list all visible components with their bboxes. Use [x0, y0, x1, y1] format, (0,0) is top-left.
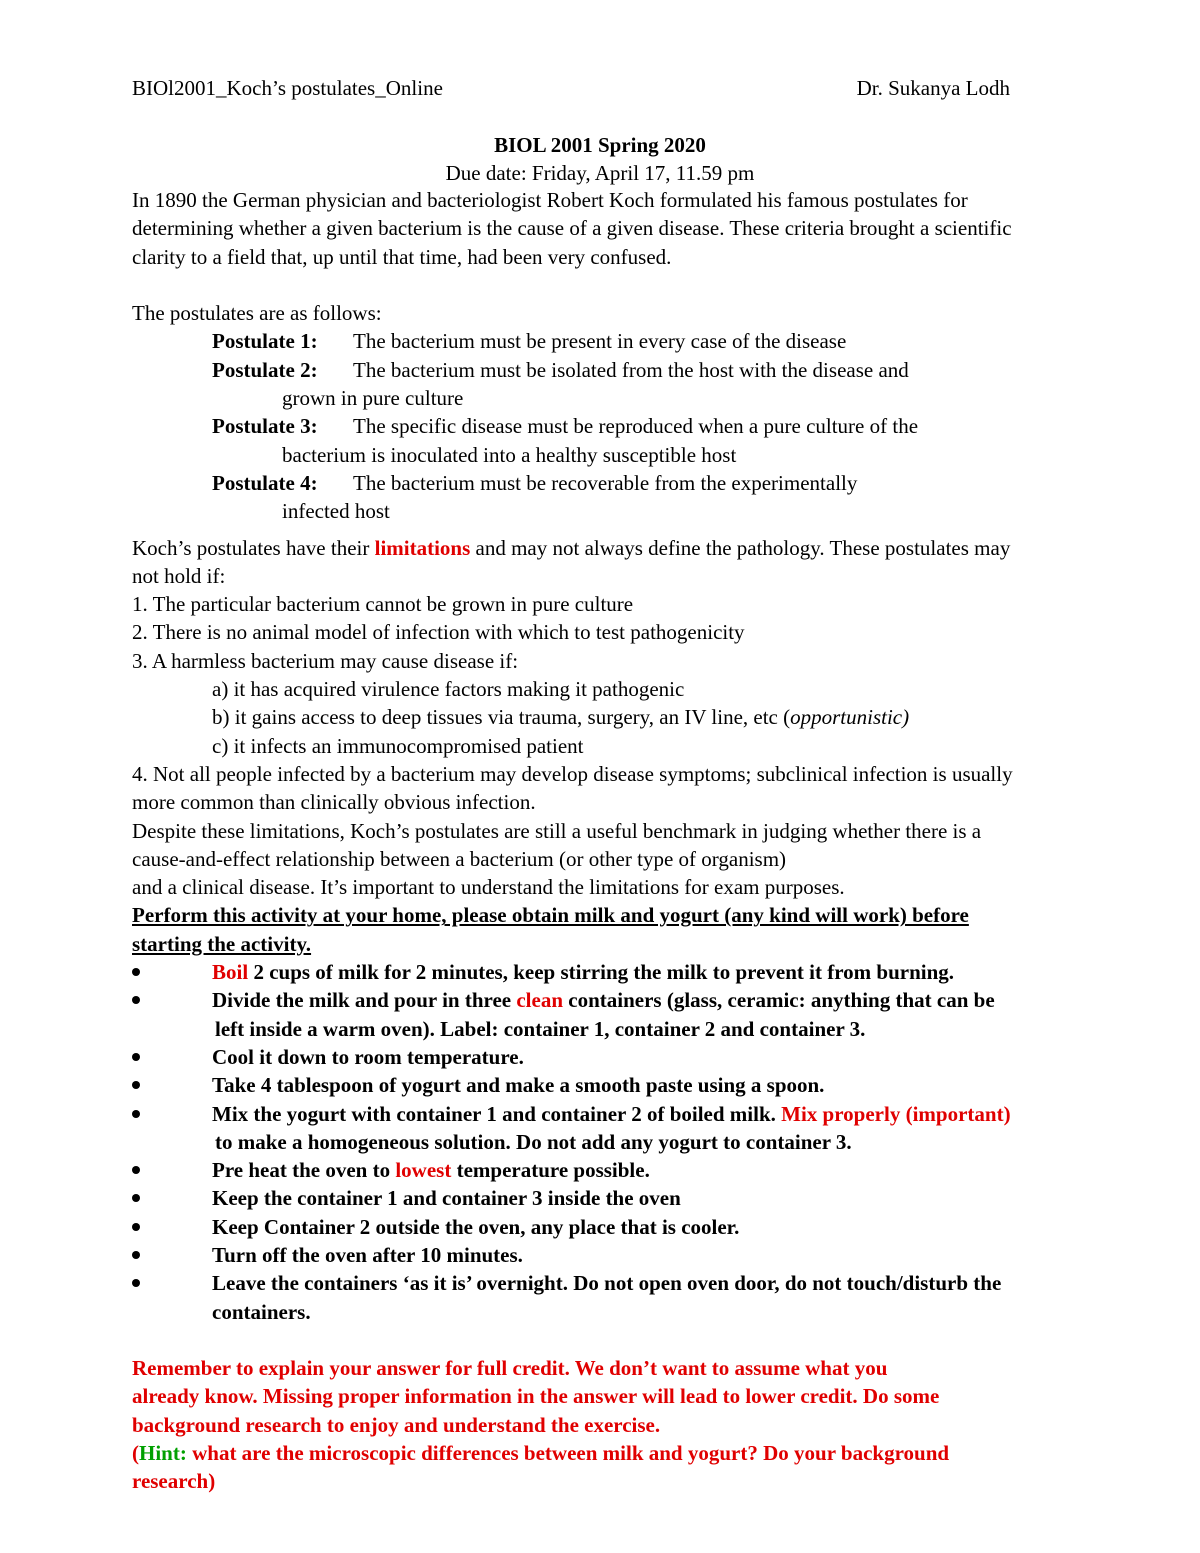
limitations-line: [132, 534, 1122, 562]
bullet-icon: [132, 968, 140, 976]
header-course-file: BIOl2001_Koch’s postulates_Online: [132, 76, 443, 100]
intro-line: determining whether a given bacterium is the cause of a given disease. These criteria brought a scientific: [132, 216, 1012, 241]
step-keyword: lowest: [395, 1158, 452, 1183]
header-author: Dr. Sukanya Lodh: [856, 76, 1010, 100]
text-run: (: [132, 1441, 139, 1466]
bullet-icon: [132, 1110, 140, 1118]
step-item: [132, 1100, 1122, 1157]
hint-line: [132, 1439, 1122, 1467]
reminder-line: already know. Missing proper information in the answer will lead to lower credit. Do some: [132, 1384, 940, 1409]
limitation-item: 2. There is no animal model of infection with which to test pathogenicity: [132, 620, 745, 645]
activity-heading: Perform this activity at your home, please obtain milk and yogurt (any kind will work) before: [132, 903, 969, 928]
postulate-label: Postulate 1:: [212, 329, 318, 354]
postulate-text-cont: bacterium is inoculated into a healthy susceptible host: [282, 442, 737, 467]
postulate-text-cont: grown in pure culture: [282, 386, 464, 411]
limitation-subitem: [132, 703, 1122, 731]
bullet-icon: [132, 1081, 140, 1089]
text-run: Cool it down to room temperature.: [212, 1044, 524, 1069]
limitation-item-cont: more common than clinically obvious infection.: [132, 790, 536, 815]
reminder-line: background research to enjoy and understand the exercise.: [132, 1412, 661, 1437]
intro-line: clarity to a field that, up until that time, had been very confused.: [132, 244, 672, 269]
hint-line: research): [132, 1469, 216, 1494]
bullet-icon: [132, 1053, 140, 1061]
limitation-item: 4. Not all people infected by a bacterium may develop disease symptoms; subclinical infection is usually: [132, 761, 1013, 786]
step-item: [132, 1156, 1122, 1184]
postulates-intro: The postulates are as follows:: [132, 301, 382, 326]
text-run: b) it gains access to deep tissues via trauma, surgery, an IV line, etc (: [212, 705, 791, 730]
document-title: BIOL 2001 Spring 2020: [494, 133, 706, 157]
reminder-block: [132, 1354, 1122, 1495]
step-item: [132, 1184, 1122, 1212]
activity-steps: [132, 958, 1122, 1326]
opportunistic-term: opportunistic): [790, 705, 910, 730]
text-run: 2 cups of milk for 2 minutes, keep stirring the milk to prevent it from burning.: [248, 960, 955, 985]
postulate-label: Postulate 3:: [212, 414, 318, 439]
limitation-item: 3. A harmless bacterium may cause disease if:: [132, 648, 519, 673]
postulate-label: Postulate 2:: [212, 357, 318, 382]
step-item: [132, 986, 1122, 1043]
bullet-icon: [132, 1166, 140, 1174]
text-run: Leave the containers ‘as it is’ overnight. Do not open oven door, do not touch/disturb the: [212, 1271, 1002, 1296]
postulate-text: The bacterium must be isolated from the host with the disease and: [353, 357, 909, 382]
postulate-text-cont: infected host: [282, 499, 390, 524]
postulate-2: [132, 356, 1122, 384]
activity-heading: starting the activity.: [132, 931, 312, 956]
postulate-1: [132, 327, 1122, 355]
step-item: [132, 1241, 1122, 1269]
text-run: containers.: [212, 1299, 311, 1324]
text-run: and may not always define the pathology. These postulates may: [470, 535, 1011, 560]
despite-line: and a clinical disease. It’s important to understand the limitations for exam purposes.: [132, 875, 845, 900]
postulate-4: [132, 469, 1122, 497]
step-keyword: Boil: [212, 960, 249, 985]
step-item: [132, 1213, 1122, 1241]
text-run: Pre heat the oven to: [212, 1158, 396, 1183]
limitation-item: 1. The particular bacterium cannot be grown in pure culture: [132, 592, 634, 617]
postulate-3: [132, 412, 1122, 440]
text-run: Turn off the oven after 10 minutes.: [212, 1242, 523, 1267]
postulate-text: The bacterium must be recoverable from the experimentally: [353, 470, 858, 495]
text-run: containers (glass, ceramic: anything that can be: [563, 988, 995, 1013]
step-item: [132, 1071, 1122, 1099]
due-date: Due date: Friday, April 17, 11.59 pm: [445, 161, 755, 185]
text-run: Koch’s postulates have their: [132, 535, 375, 560]
text-run: what are the microscopic differences between milk and yogurt? Do your background: [186, 1441, 950, 1466]
reminder-line: Remember to explain your answer for full credit. We don’t want to assume what you: [132, 1356, 888, 1381]
hint-label: Hint:: [139, 1441, 187, 1466]
step-item: [132, 1269, 1122, 1326]
document-body: [132, 186, 1122, 1496]
bullet-icon: [132, 1223, 140, 1231]
despite-line: Despite these limitations, Koch’s postulates are still a useful benchmark in judging whether there is a: [132, 818, 982, 843]
bullet-icon: [132, 1251, 140, 1259]
text-run: Mix the yogurt with container 1 and container 2 of boiled milk.: [212, 1101, 782, 1126]
postulate-label: Postulate 4:: [212, 470, 318, 495]
postulate-text: The specific disease must be reproduced when a pure culture of the: [353, 414, 919, 439]
text-run: Keep Container 2 outside the oven, any place that is cooler.: [212, 1214, 740, 1239]
limitations-line: not hold if:: [132, 563, 226, 588]
despite-line: cause-and-effect relationship between a bacterium (or other type of organism): [132, 846, 787, 871]
text-run: to make a homogeneous solution. Do not add any yogurt to container 3.: [215, 1129, 852, 1154]
step-item: [132, 958, 1122, 986]
limitation-subitem: c) it infects an immunocompromised patient: [212, 733, 584, 758]
bullet-icon: [132, 1194, 140, 1202]
bullet-icon: [132, 996, 140, 1004]
bullet-icon: [132, 1279, 140, 1287]
limitation-subitem: a) it has acquired virulence factors making it pathogenic: [212, 677, 685, 702]
text-run: Divide the milk and pour in three: [212, 988, 517, 1013]
text-run: left inside a warm oven). Label: container 1, container 2 and container 3.: [215, 1016, 866, 1041]
step-keyword: clean: [516, 988, 564, 1013]
text-run: temperature possible.: [451, 1158, 650, 1183]
step-keyword: Mix properly (important): [781, 1101, 1011, 1126]
text-run: Keep the container 1 and container 3 inside the oven: [212, 1186, 681, 1211]
step-item: [132, 1043, 1122, 1071]
intro-line: In 1890 the German physician and bacteriologist Robert Koch formulated his famous postulates for: [132, 188, 968, 212]
text-run: Take 4 tablespoon of yogurt and make a smooth paste using a spoon.: [212, 1073, 825, 1098]
postulate-text: The bacterium must be present in every case of the disease: [353, 329, 847, 354]
limitations-keyword: limitations: [374, 535, 471, 560]
